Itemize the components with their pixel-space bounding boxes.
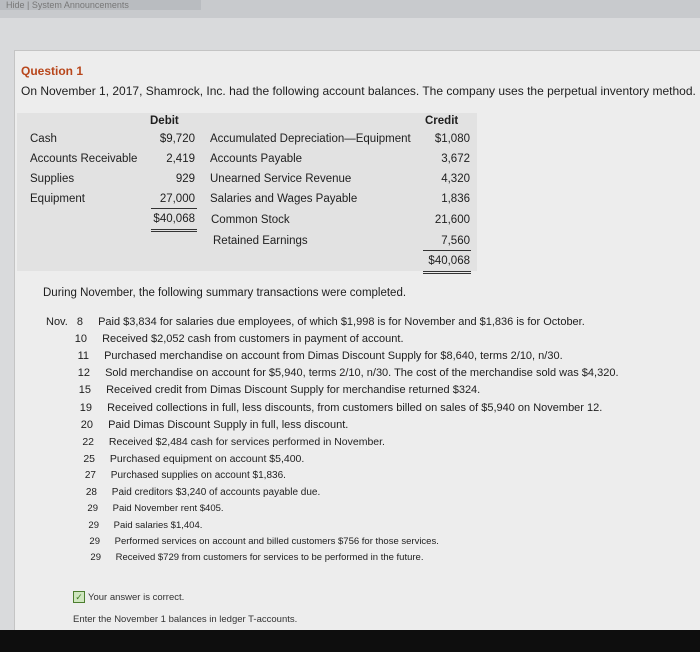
transactions-intro: During November, the following summary transactions were completed.: [43, 287, 407, 299]
transaction-text: Received credit from Dimas Discount Supply for merchandise returned $324.: [106, 384, 481, 396]
transaction-row: [84, 503, 224, 514]
credit-amount: 21,600: [434, 214, 470, 226]
transaction-row: [73, 333, 404, 345]
credit-amount: 3,672: [441, 153, 470, 165]
browser-tab[interactable]: Hide | System Announcements: [0, 0, 201, 10]
browser-strip: [0, 0, 700, 18]
transaction-text: Paid creditors $3,240 of accounts payable due.: [111, 487, 321, 498]
transaction-row: [81, 453, 304, 465]
transaction-row: [87, 552, 423, 563]
check-icon: ✓: [73, 591, 85, 603]
bottom-bar: [0, 630, 700, 652]
debit-underline: [151, 208, 197, 209]
transaction-day: 11: [77, 350, 89, 362]
debit-total: $40,068: [153, 213, 195, 225]
transaction-day: 27: [84, 470, 96, 481]
transaction-text: Paid November rent $405.: [112, 503, 224, 514]
question-card: [14, 50, 700, 631]
question-title: Question 1: [21, 64, 84, 78]
transaction-text: Sold merchandise on account for $5,940, terms 2/10, n/30. The cost of the merchandise sold was $4,320.: [105, 367, 619, 379]
debit-account: Equipment: [30, 193, 85, 205]
debit-amount: 929: [175, 173, 195, 185]
transaction-row: [78, 402, 602, 414]
transaction-text: Purchased equipment on account $5,400.: [109, 453, 305, 465]
transaction-day: 28: [85, 487, 97, 498]
debit-header: Debit: [150, 115, 179, 127]
debit-double-underline: [151, 231, 197, 232]
debit-amount: 27,000: [159, 193, 195, 205]
transaction-day: 29: [89, 536, 100, 547]
transaction-text: Paid $3,834 for salaries due employees, of which $1,998 is for November and $1,836 is for October.: [98, 316, 585, 328]
transaction-day: 22: [82, 436, 94, 448]
credit-account: Unearned Service Revenue: [210, 173, 352, 185]
transaction-day: 25: [83, 453, 95, 465]
transaction-row: [86, 536, 439, 547]
credit-amount: $1,080: [434, 133, 470, 145]
credit-underline: [423, 250, 471, 251]
transaction-row: [79, 419, 348, 431]
transaction-day: 12: [77, 367, 90, 379]
answer-status: [73, 591, 184, 603]
credit-amount: 7,560: [441, 235, 470, 247]
credit-amount: 1,836: [441, 193, 470, 205]
instruction-text: Enter the November 1 balances in ledger T-accounts.: [73, 614, 298, 625]
transaction-day: 15: [78, 384, 91, 396]
transaction-text: Purchased supplies on account $1,836.: [110, 470, 286, 481]
credit-double-underline: [423, 271, 471, 272]
transaction-text: Received collections in full, less discounts, from customers billed on sales of $5,940 on November 12.: [107, 402, 603, 414]
debit-double-underline: [151, 229, 197, 230]
transaction-day: 19: [79, 402, 92, 414]
credit-account: Accumulated Depreciation—Equipment: [210, 133, 411, 145]
debit-account: Accounts Receivable: [30, 153, 138, 165]
debit-amount: $9,720: [159, 133, 195, 145]
transaction-row: [76, 367, 619, 379]
transaction-day: 29: [88, 520, 99, 531]
transaction-row: [75, 350, 563, 362]
question-prompt: On November 1, 2017, Shamrock, Inc. had the following account balances. The company uses the perpetual inventory method.: [21, 84, 696, 98]
transaction-text: Received $729 from customers for services to be performed in the future.: [115, 552, 424, 563]
credit-amount: 4,320: [441, 173, 470, 185]
credit-header: Credit: [425, 115, 459, 127]
debit-account: Supplies: [30, 173, 75, 185]
credit-account: Accounts Payable: [210, 153, 303, 165]
transaction-text: Received $2,052 cash from customers in payment of account.: [102, 333, 404, 345]
transaction-day: 8: [76, 316, 83, 328]
transaction-day: 20: [80, 419, 93, 431]
transaction-row: [85, 520, 202, 531]
transaction-text: Purchased merchandise on account from Dimas Discount Supply for $8,640, terms 2/10, n/30.: [104, 350, 563, 362]
transaction-row: [82, 470, 286, 481]
credit-account: Salaries and Wages Payable: [210, 193, 358, 205]
answer-status-text: Your answer is correct.: [88, 591, 185, 603]
transaction-text: Paid salaries $1,404.: [113, 520, 203, 531]
transaction-row: [73, 316, 585, 328]
transaction-row: [83, 487, 320, 498]
credit-double-underline: [423, 273, 471, 274]
credit-total: $40,068: [428, 255, 470, 267]
transaction-day: 29: [90, 552, 101, 563]
transaction-row: [80, 436, 385, 448]
debit-account: Cash: [30, 133, 57, 145]
transaction-month: Nov.: [46, 316, 68, 328]
debit-amount: 2,419: [166, 153, 195, 165]
credit-account: Common Stock: [211, 214, 290, 226]
transaction-row: [77, 384, 480, 396]
transaction-day: 29: [87, 503, 98, 514]
transaction-day: 10: [74, 333, 87, 345]
transaction-text: Received $2,484 cash for services performed in November.: [108, 436, 385, 448]
credit-account: Retained Earnings: [213, 235, 308, 247]
transaction-text: Paid Dimas Discount Supply in full, less discount.: [108, 419, 349, 431]
transaction-text: Performed services on account and billed customers $756 for those services.: [114, 536, 439, 547]
